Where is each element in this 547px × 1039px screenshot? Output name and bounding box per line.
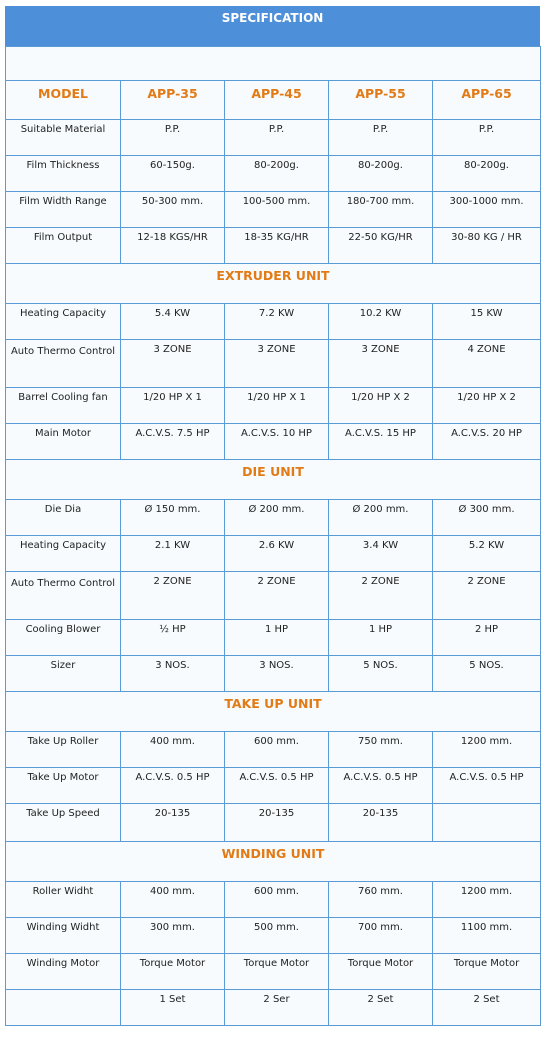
cell-value: 2 Ser xyxy=(225,990,329,1026)
model-name: APP-45 xyxy=(225,81,329,120)
model-name: APP-65 xyxy=(433,81,541,120)
cell-value: 1100 mm. xyxy=(433,918,541,954)
cell-value: P.P. xyxy=(329,120,433,156)
cell-value: 3 ZONE xyxy=(329,340,433,388)
row-label: Barrel Cooling fan xyxy=(6,388,121,424)
cell-value: 2 Set xyxy=(329,990,433,1026)
cell-value: 50-300 mm. xyxy=(121,192,225,228)
cell-value: Ø 300 mm. xyxy=(433,500,541,536)
model-header-row xyxy=(6,81,541,120)
cell-value: 2 ZONE xyxy=(433,572,541,620)
row-label: Main Motor xyxy=(6,424,121,460)
cell-value: 5 NOS. xyxy=(433,656,541,692)
cell-value: A.C.V.S. 0.5 HP xyxy=(329,768,433,804)
cell-value: Torque Motor xyxy=(329,954,433,990)
cell-value: 760 mm. xyxy=(329,882,433,918)
spec-row xyxy=(6,424,541,460)
cell-value: 1/20 HP X 1 xyxy=(121,388,225,424)
cell-value: 12-18 KGS/HR xyxy=(121,228,225,264)
cell-value: 2 ZONE xyxy=(225,572,329,620)
cell-value: 10.2 KW xyxy=(329,304,433,340)
spec-row xyxy=(6,304,541,340)
cell-value: 1/20 HP X 1 xyxy=(225,388,329,424)
blank-row xyxy=(6,47,541,81)
row-label: Roller Widht xyxy=(6,882,121,918)
row-label: Winding Widht xyxy=(6,918,121,954)
spec-row xyxy=(6,500,541,536)
cell-value: 20-135 xyxy=(121,804,225,842)
row-label: Take Up Motor xyxy=(6,768,121,804)
section-row xyxy=(6,460,541,500)
row-label: Film Thickness xyxy=(6,156,121,192)
cell-value: 3.4 KW xyxy=(329,536,433,572)
cell-value: A.C.V.S. 0.5 HP xyxy=(121,768,225,804)
spec-row xyxy=(6,120,541,156)
cell-value: 18-35 KG/HR xyxy=(225,228,329,264)
cell-value: A.C.V.S. 15 HP xyxy=(329,424,433,460)
cell-value: 1 HP xyxy=(225,620,329,656)
cell-value: 5.2 KW xyxy=(433,536,541,572)
spec-row xyxy=(6,882,541,918)
cell-value: 22-50 KG/HR xyxy=(329,228,433,264)
row-label: Heating Capacity xyxy=(6,536,121,572)
spec-row xyxy=(6,918,541,954)
row-label: Sizer xyxy=(6,656,121,692)
spec-row xyxy=(6,340,541,388)
spec-row xyxy=(6,536,541,572)
cell-value: 20-135 xyxy=(329,804,433,842)
row-label: Cooling Blower xyxy=(6,620,121,656)
cell-value: 80-200g. xyxy=(225,156,329,192)
cell-value: A.C.V.S. 0.5 HP xyxy=(433,768,541,804)
cell-value: P.P. xyxy=(121,120,225,156)
row-label: Auto Thermo Control xyxy=(6,572,121,620)
cell-value xyxy=(433,804,541,842)
section-row xyxy=(6,264,541,304)
cell-value: 2.6 KW xyxy=(225,536,329,572)
cell-value: 300 mm. xyxy=(121,918,225,954)
cell-value: 100-500 mm. xyxy=(225,192,329,228)
spec-row xyxy=(6,804,541,842)
cell-value: 1 HP xyxy=(329,620,433,656)
spec-row xyxy=(6,228,541,264)
cell-value: 400 mm. xyxy=(121,882,225,918)
cell-value: 2 Set xyxy=(433,990,541,1026)
cell-value: Torque Motor xyxy=(121,954,225,990)
spec-row xyxy=(6,732,541,768)
section-title-die: DIE UNIT xyxy=(6,460,541,500)
cell-value: 3 ZONE xyxy=(225,340,329,388)
cell-value: P.P. xyxy=(225,120,329,156)
cell-value: 750 mm. xyxy=(329,732,433,768)
cell-value: Ø 150 mm. xyxy=(121,500,225,536)
cell-value: 4 ZONE xyxy=(433,340,541,388)
spec-table xyxy=(5,46,541,1026)
cell-value: 300-1000 mm. xyxy=(433,192,541,228)
cell-value: 1/20 HP X 2 xyxy=(433,388,541,424)
cell-value: A.C.V.S. 10 HP xyxy=(225,424,329,460)
cell-value: Ø 200 mm. xyxy=(225,500,329,536)
row-label xyxy=(6,990,121,1026)
row-label: Winding Motor xyxy=(6,954,121,990)
spec-row xyxy=(6,954,541,990)
row-label: Film Output xyxy=(6,228,121,264)
cell-value: P.P. xyxy=(433,120,541,156)
section-row xyxy=(6,692,541,732)
section-title-takeup: TAKE UP UNIT xyxy=(6,692,541,732)
cell-value: Torque Motor xyxy=(433,954,541,990)
cell-value: 1200 mm. xyxy=(433,732,541,768)
row-label: Take Up Speed xyxy=(6,804,121,842)
cell-value: 60-150g. xyxy=(121,156,225,192)
cell-value: A.C.V.S. 7.5 HP xyxy=(121,424,225,460)
spec-row xyxy=(6,768,541,804)
row-label: Take Up Roller xyxy=(6,732,121,768)
spec-row xyxy=(6,572,541,620)
cell-value: ½ HP xyxy=(121,620,225,656)
cell-value: 1 Set xyxy=(121,990,225,1026)
cell-value: 1/20 HP X 2 xyxy=(329,388,433,424)
cell-value: 3 NOS. xyxy=(121,656,225,692)
spec-row xyxy=(6,388,541,424)
cell-value: A.C.V.S. 0.5 HP xyxy=(225,768,329,804)
cell-value: 1200 mm. xyxy=(433,882,541,918)
cell-value: 3 NOS. xyxy=(225,656,329,692)
cell-value: 2 ZONE xyxy=(121,572,225,620)
cell-value: 7.2 KW xyxy=(225,304,329,340)
cell-value: 600 mm. xyxy=(225,732,329,768)
model-name: APP-35 xyxy=(121,81,225,120)
cell-value: 80-200g. xyxy=(433,156,541,192)
cell-value: A.C.V.S. 20 HP xyxy=(433,424,541,460)
row-label: Film Width Range xyxy=(6,192,121,228)
spec-row xyxy=(6,620,541,656)
cell-value: 80-200g. xyxy=(329,156,433,192)
row-label: Heating Capacity xyxy=(6,304,121,340)
cell-value: Torque Motor xyxy=(225,954,329,990)
spec-row xyxy=(6,990,541,1026)
spec-row xyxy=(6,656,541,692)
model-label: MODEL xyxy=(6,81,121,120)
cell-value: 15 KW xyxy=(433,304,541,340)
cell-value: 2 HP xyxy=(433,620,541,656)
cell-value: Ø 200 mm. xyxy=(329,500,433,536)
section-title-winding: WINDING UNIT xyxy=(6,842,541,882)
spec-row xyxy=(6,156,541,192)
cell-value: 2.1 KW xyxy=(121,536,225,572)
model-name: APP-55 xyxy=(329,81,433,120)
section-title-extruder: EXTRUDER UNIT xyxy=(6,264,541,304)
cell-value: 700 mm. xyxy=(329,918,433,954)
section-row xyxy=(6,842,541,882)
row-label: Suitable Material xyxy=(6,120,121,156)
cell-value: 500 mm. xyxy=(225,918,329,954)
cell-value: 400 mm. xyxy=(121,732,225,768)
cell-value: 5.4 KW xyxy=(121,304,225,340)
cell-value: 20-135 xyxy=(225,804,329,842)
spec-row xyxy=(6,192,541,228)
cell-value: 3 ZONE xyxy=(121,340,225,388)
spec-title: SPECIFICATION xyxy=(5,6,540,46)
cell-value: 180-700 mm. xyxy=(329,192,433,228)
cell-value: 600 mm. xyxy=(225,882,329,918)
cell-value: 2 ZONE xyxy=(329,572,433,620)
row-label: Die Dia xyxy=(6,500,121,536)
row-label: Auto Thermo Control xyxy=(6,340,121,388)
cell-value: 5 NOS. xyxy=(329,656,433,692)
cell-value: 30-80 KG / HR xyxy=(433,228,541,264)
